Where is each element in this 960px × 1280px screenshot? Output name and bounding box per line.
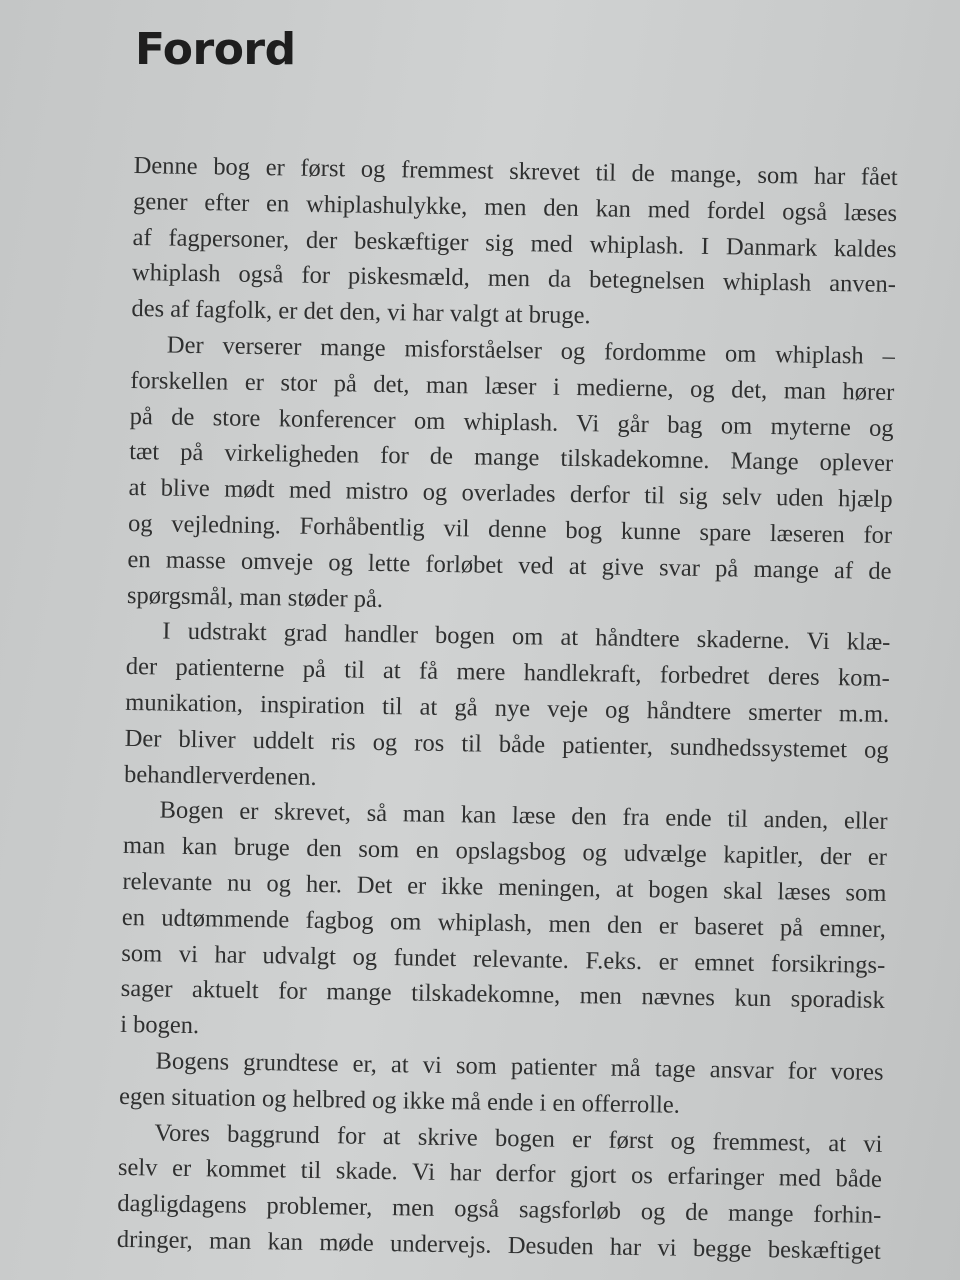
page-title: Forord	[135, 24, 296, 75]
text-line: egen situation og helbred og ikke må ende i en offerrolle.	[118, 1082, 681, 1119]
text-line: whiplash også for piskesmæld, men da betegnelsen whiplash anven-	[131, 259, 897, 299]
text-line: der patienterne på til at få mere handlekraft, forbedret deres kom-	[125, 653, 890, 693]
text-line: at blive mødt med mistro og overlades derfor til sig selv uden hjælp	[128, 474, 893, 514]
paragraph	[117, 1114, 883, 1269]
text-line: des af fagfolk, er det den, vi har valgt at bruge.	[131, 295, 591, 330]
text-line: tæt på virkeligheden for de mange tilskadekomne. Mange oplever	[129, 438, 894, 478]
text-line: selv er kommet til skade. Vi har derfor gjort os erfaringer med både	[117, 1154, 883, 1194]
paragraph	[119, 1043, 884, 1127]
text-line: Der bliver uddelt ris og ros til både patienter, sundhedssystemet og	[124, 724, 889, 764]
paragraph	[120, 792, 888, 1055]
text-line: spørgsmål, man støder på.	[126, 581, 384, 613]
text-line: en masse omveje og lette forløbet ved at give svar på mange af de	[127, 545, 892, 585]
paragraph	[124, 613, 891, 804]
paragraph	[127, 327, 895, 625]
text-line: en udtømmende fagbog om whiplash, men den er baseret på emner,	[121, 903, 887, 943]
text-line: Bogens grundtese er, at vi som patienter må tage ansvar for vores	[155, 1047, 884, 1086]
text-line: på de store konferencer om whiplash. Vi går bag om myterne og	[129, 402, 894, 442]
text-line: sager aktuelt for mange tilskadekomne, men nævnes kun sporadisk	[120, 975, 885, 1015]
text-line: gener efter en whiplashulykke, men den kan med fordel også læses	[132, 187, 898, 227]
text-line: dringer, man kan møde undervejs. Desuden har vi begge beskæftiget	[116, 1225, 881, 1265]
text-line: relevante nu og her. Det er ikke meningen, at bogen skal læses som	[122, 867, 887, 907]
text-line: behandlerverdenen.	[123, 760, 317, 791]
text-line: som vi har udvalgt og fundet relevante. F.eks. er emnet forsikrings-	[121, 939, 886, 979]
body-text	[117, 148, 898, 1270]
text-line: af fagpersoner, der beskæftiger sig med whiplash. I Danmark kaldes	[132, 223, 897, 263]
text-line: dagligdagens problemer, men også sagsforløb og de mange forhin-	[117, 1189, 882, 1229]
text-line: og vejledning. Forhåbentlig vil denne bog kunne spare læseren for	[127, 509, 893, 549]
paragraph	[131, 148, 898, 339]
text-line: man kan bruge den som en opslagsbog og udvælge kapitler, der er	[122, 832, 888, 872]
text-line: I udstrakt grad handler bogen om at håndtere skaderne. Vi klæ-	[162, 617, 891, 657]
text-line: i bogen.	[120, 1011, 200, 1040]
text-line: Vores baggrund for at skrive bogen er først og fremmest, at vi	[154, 1118, 883, 1158]
text-line: Bogen er skrevet, så man kan læse den fra ende til anden, eller	[159, 796, 888, 836]
text-line: Denne bog er først og fremmest skrevet til de mange, som har fået	[133, 151, 898, 191]
text-line: Der verserer mange misforståelser og fordomme om whiplash –	[166, 331, 896, 370]
text-line: forskellen er stor på det, man læser i medierne, og det, man hører	[130, 366, 895, 406]
text-line: munikation, inspiration til at gå nye veje og håndtere smerter m.m.	[125, 688, 890, 728]
